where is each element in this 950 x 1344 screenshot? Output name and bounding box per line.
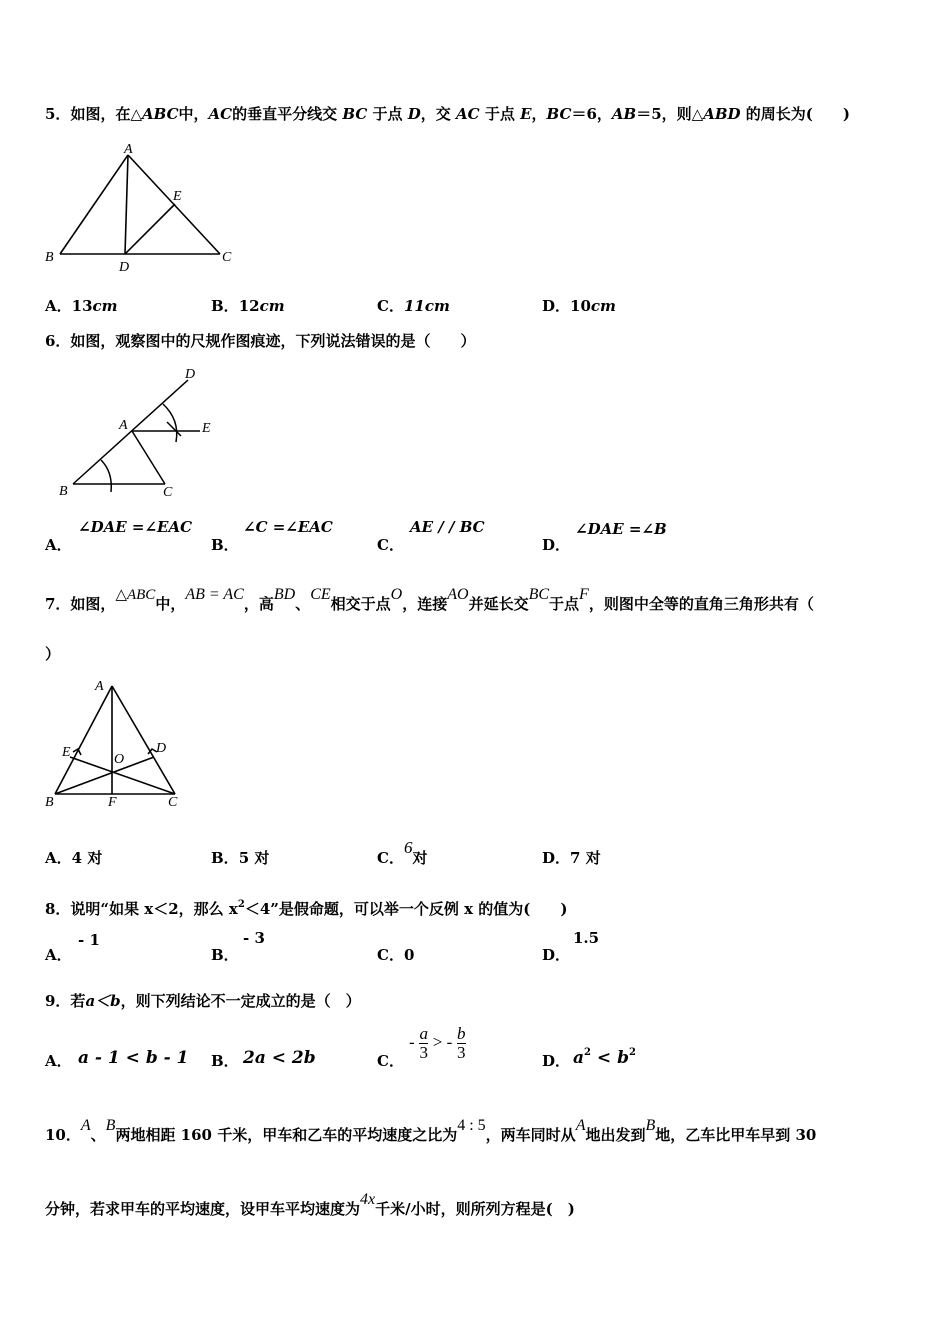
- q7-stem-close: ）: [45, 645, 61, 663]
- q8-option-b-value: - 3: [243, 929, 265, 947]
- q8-option-d-value: 1.5: [573, 929, 600, 947]
- q7-label-d: D: [156, 741, 167, 756]
- q7-label-e: E: [62, 745, 71, 760]
- q5-option-c[interactable]: C．11cm: [377, 297, 450, 315]
- q6-option-d-letter[interactable]: D．: [542, 536, 571, 554]
- q5-label-a: A: [124, 142, 133, 157]
- q8-option-a-value: - 1: [78, 931, 100, 949]
- q9-option-c-letter[interactable]: C．: [377, 1052, 404, 1070]
- q5-label-b: B: [45, 250, 54, 265]
- q5-label-d: D: [119, 260, 130, 275]
- q6-label-e: E: [202, 421, 211, 436]
- q6-stem: 6．如图，观察图中的尺规作图痕迹，下列说法错误的是（ ）: [45, 332, 476, 350]
- q9-option-a-expr: a - 1 < b - 1: [78, 1048, 189, 1068]
- q10-stem-line2: 分钟，若求甲车的平均速度，设甲车平均速度为4x千米/小时，则所列方程是( ): [45, 1191, 575, 1218]
- q7-stem: 7．如图，△ABC中，AB = AC，高BD、CE相交于点O，连接AO并延长交BC于点F，则图中全等的直角三角形共有（: [45, 586, 814, 613]
- q7-label-a: A: [95, 679, 104, 694]
- q10-stem-line1: 10．A、B两地相距 160 千米，甲车和乙车的平均速度之比为4 : 5，两车同时从A地出发到B地，乙车比甲车早到 30: [45, 1117, 817, 1144]
- q6-option-a-expr: ∠DAE =∠EAC: [78, 518, 193, 536]
- q7-option-c[interactable]: C．6对: [377, 838, 428, 867]
- q6-label-b: B: [59, 484, 68, 499]
- q8-option-c[interactable]: C．0: [377, 946, 415, 964]
- q8-option-b-letter[interactable]: B．: [211, 946, 239, 964]
- q7-label-b: B: [45, 795, 54, 810]
- q5-option-b[interactable]: B．12cm: [211, 297, 285, 315]
- q6-label-c: C: [163, 485, 173, 500]
- q9-option-a-letter[interactable]: A．: [45, 1052, 72, 1070]
- q9-option-d-letter[interactable]: D．: [542, 1052, 571, 1070]
- q5-label-c: C: [222, 250, 232, 265]
- q5-stem: 5．如图，在△ABC中，AC的垂直平分线交 BC 于点 D，交 AC 于点 E，BC＝6，AB＝5，则△ABD 的周长为( ): [45, 105, 850, 123]
- q9-option-d-expr: $a^2 < b^2$: [573, 1047, 636, 1068]
- q9-stem: 9．若a＜b，则下列结论不一定成立的是（ ）: [45, 992, 361, 1010]
- q8-option-a-letter[interactable]: A．: [45, 946, 72, 964]
- q7-option-d[interactable]: D．7 对: [542, 849, 601, 867]
- q7-figure: [40, 676, 190, 811]
- q8-stem: 8．说明“如果 x＜2，那么 $x^2<4$”是假命题，可以举一个反例 x 的值为( ): [45, 899, 568, 918]
- q7-label-f: F: [108, 795, 117, 810]
- q7-label-o: O: [114, 752, 125, 767]
- q5-option-a[interactable]: A．13cm: [45, 297, 118, 315]
- q6-option-a-letter[interactable]: A．: [45, 536, 72, 554]
- q6-option-c-expr: AE / / BC: [410, 518, 485, 536]
- q6-option-b-expr: ∠C =∠EAC: [243, 518, 333, 536]
- q5-option-d[interactable]: D．10cm: [542, 297, 616, 315]
- q9-option-b-letter[interactable]: B．: [211, 1052, 239, 1070]
- q9-option-c-expr: - $\frac{a}{3}$ > - $\frac{b}{3}$: [409, 1024, 466, 1062]
- q6-label-a: A: [119, 418, 128, 433]
- q7-label-c: C: [168, 795, 178, 810]
- q7-option-b[interactable]: B．5 对: [211, 849, 270, 867]
- q6-label-d: D: [185, 367, 196, 382]
- q9-option-b-expr: 2a < 2b: [243, 1048, 316, 1068]
- q6-option-b-letter[interactable]: B．: [211, 536, 239, 554]
- q5-figure: [40, 140, 245, 275]
- q8-option-d-letter[interactable]: D．: [542, 946, 571, 964]
- q6-figure: [55, 362, 225, 502]
- q5-label-e: E: [173, 189, 182, 204]
- q7-option-a[interactable]: A．4 对: [45, 849, 103, 867]
- q6-option-d-expr: ∠DAE =∠B: [575, 520, 667, 538]
- q6-option-c-letter[interactable]: C．: [377, 536, 404, 554]
